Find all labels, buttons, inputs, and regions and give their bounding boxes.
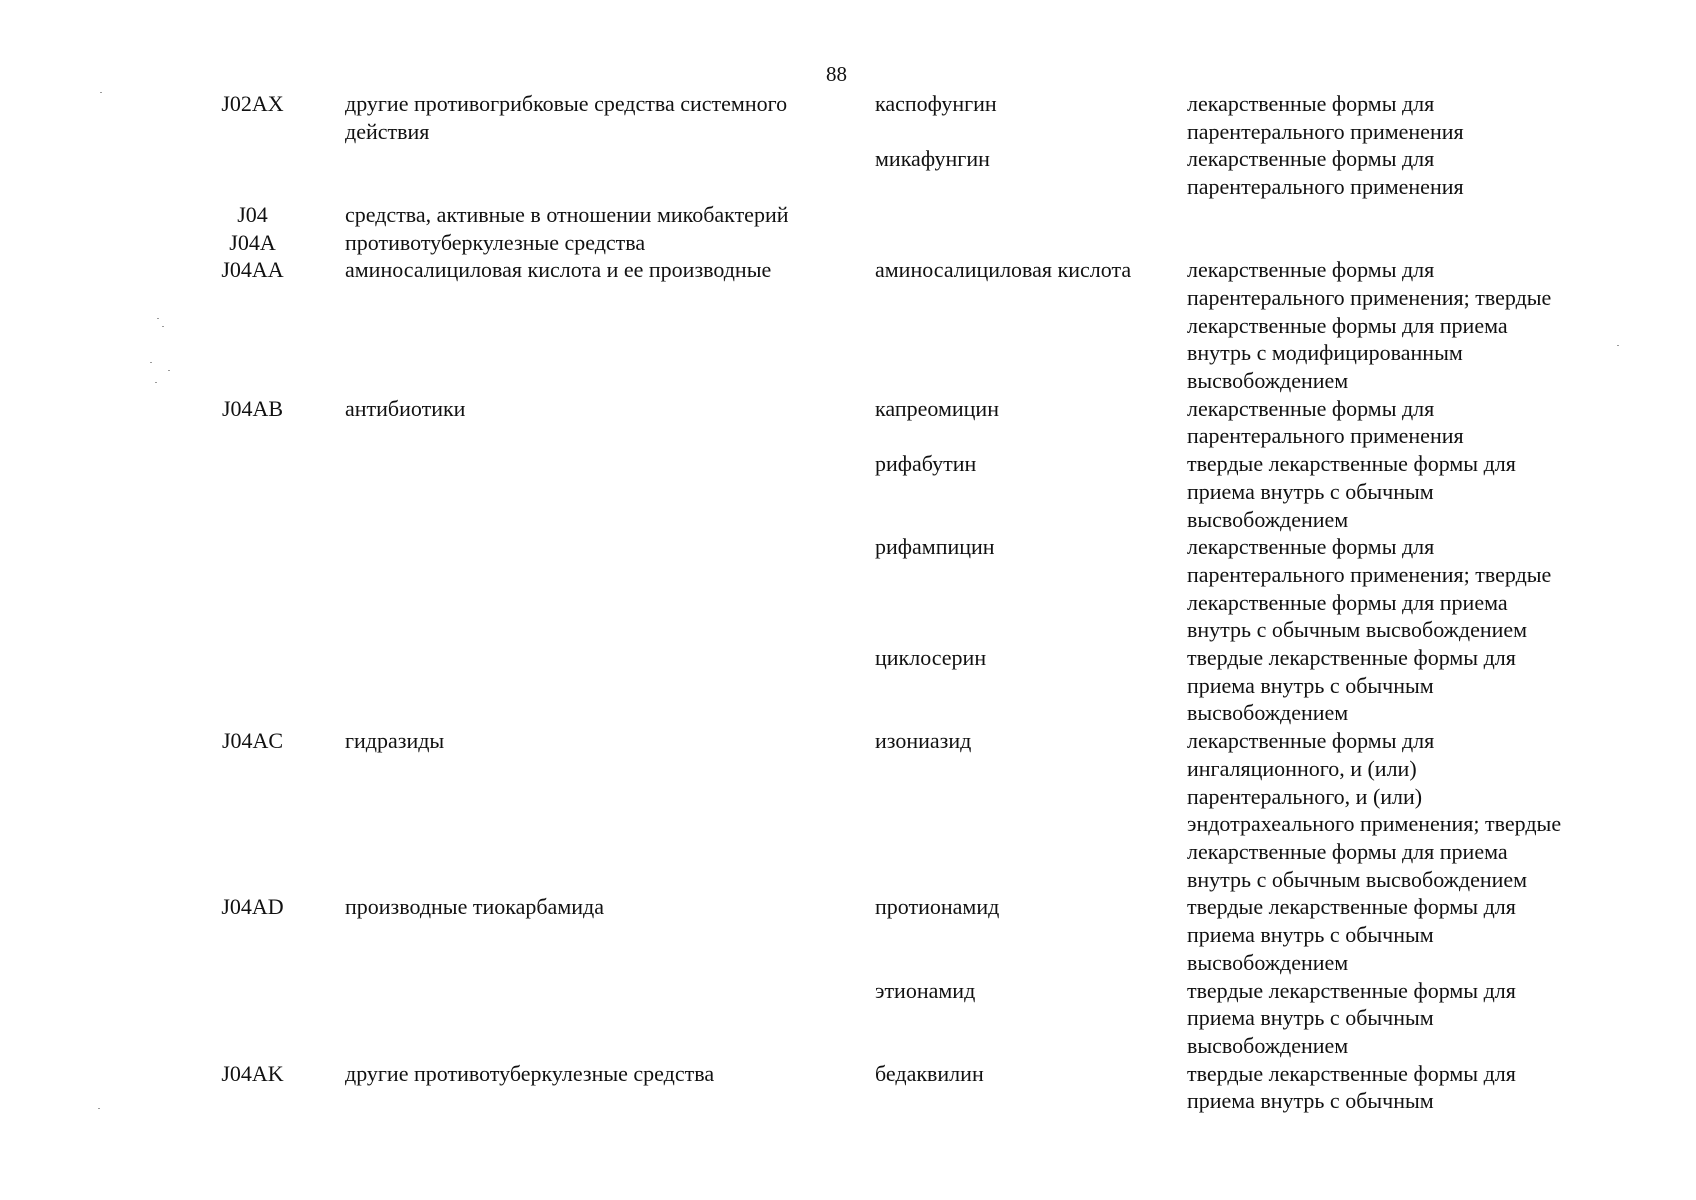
form-line: лекарственные формы для приема (1187, 312, 1508, 338)
drug-name: каспофунгин (875, 91, 997, 116)
scan-speck (1617, 345, 1619, 346)
form-line: парентерального применения (1187, 174, 1464, 200)
dosage-form (1187, 450, 1617, 533)
group-line: другие противогрибковые средства системного (345, 91, 788, 116)
atc-code: J04AC (221, 728, 284, 754)
pharmacological-group (345, 1060, 875, 1088)
dosage-form (1187, 90, 1617, 145)
scan-speck (155, 382, 157, 383)
table-row (0, 533, 1696, 644)
form-line: лекарственные формы для (1187, 534, 1435, 560)
form-line: высвобождением (1187, 506, 1349, 532)
form-line: твердые лекарственные формы для (1187, 977, 1516, 1003)
pharmacological-group (345, 90, 875, 145)
table-row (0, 644, 1696, 727)
form-line: приема внутрь с обычным (1187, 1088, 1434, 1114)
drug-name: изониазид (875, 728, 972, 754)
table-row (0, 450, 1696, 533)
form-line: лекарственные формы для приема (1187, 589, 1508, 615)
scan-speck (162, 326, 164, 327)
group-line: средства, активные в отношении микобактерий (345, 201, 789, 227)
form-line: парентерального применения (1187, 118, 1464, 144)
dosage-form (1187, 644, 1617, 727)
form-line: парентерального применения; твердые (1187, 561, 1552, 587)
drug-name: капреомицин (875, 395, 999, 421)
form-line: высвобождением (1187, 949, 1349, 975)
form-line: высвобождением (1187, 368, 1349, 394)
drug-name: рифампицин (875, 534, 995, 560)
form-line: приема внутрь с обычным (1187, 922, 1434, 948)
form-line: эндотрахеального применения; твердые (1187, 811, 1562, 837)
scan-speck (98, 1108, 100, 1109)
dosage-form (1187, 533, 1617, 644)
group-line: действия (345, 118, 430, 144)
form-line: парентерального, и (или) (1187, 783, 1423, 809)
atc-code: J04AB (221, 395, 284, 421)
table-row (0, 90, 1696, 145)
group-line: производные тиокарбамида (345, 894, 604, 920)
drug-name: бедаквилин (875, 1060, 984, 1086)
group-line: противотуберкулезные средства (345, 229, 646, 255)
form-line: высвобождением (1187, 1032, 1349, 1058)
atc-code: J04AD (221, 894, 284, 920)
atc-code: J04AK (221, 1060, 284, 1086)
dosage-form (1187, 1060, 1617, 1115)
scan-speck (100, 92, 102, 93)
scan-speck (150, 362, 152, 363)
form-line: внутрь с обычным высвобождением (1187, 617, 1528, 643)
form-line: приема внутрь с обычным (1187, 1005, 1434, 1031)
pharmacological-group (345, 201, 875, 229)
form-line: твердые лекарственные формы для (1187, 894, 1516, 920)
form-line: приема внутрь с обычным (1187, 478, 1434, 504)
form-line: внутрь с обычным высвобождением (1187, 866, 1528, 892)
drug-name: этионамид (875, 977, 976, 1003)
drug-name: рифабутин (875, 451, 977, 477)
table-row (0, 395, 1696, 450)
dosage-form (1187, 727, 1617, 893)
form-line: парентерального применения; твердые (1187, 284, 1552, 310)
pharmacological-group (345, 395, 875, 423)
atc-code: J02AX (221, 91, 284, 116)
atc-code: J04AA (221, 257, 284, 283)
dosage-form (1187, 893, 1617, 976)
form-line: ингаляционного, и (или) (1187, 755, 1417, 781)
page-number: 88 (826, 62, 847, 86)
table-row (0, 145, 1696, 200)
table-row (0, 893, 1696, 976)
pharmacological-group (345, 256, 875, 284)
dosage-form (1187, 145, 1617, 200)
form-line: лекарственные формы для (1187, 257, 1435, 283)
form-line: твердые лекарственные формы для (1187, 1060, 1516, 1086)
form-line: лекарственные формы для (1187, 728, 1435, 754)
form-line: приема внутрь с обычным (1187, 672, 1434, 698)
dosage-form (1187, 395, 1617, 450)
table-row (0, 201, 1696, 229)
group-line: другие противотуберкулезные средства (345, 1060, 715, 1086)
drug-name: аминосалициловая кислота (875, 257, 1132, 283)
drug-name: протионамид (875, 894, 1000, 920)
pharmacological-group (345, 893, 875, 921)
form-line: лекарственные формы для (1187, 91, 1435, 116)
table-row (0, 977, 1696, 1060)
group-line: аминосалициловая кислота и ее производные (345, 257, 772, 283)
form-line: лекарственные формы для (1187, 395, 1435, 421)
pharmacological-group (345, 727, 875, 755)
form-line: высвобождением (1187, 700, 1349, 726)
dosage-form (1187, 977, 1617, 1060)
drug-name: микафунгин (875, 146, 990, 172)
pharmacological-group (345, 229, 875, 257)
table-row (0, 727, 1696, 893)
form-line: твердые лекарственные формы для (1187, 645, 1516, 671)
group-line: антибиотики (345, 395, 466, 421)
form-line: внутрь с модифицированным (1187, 340, 1463, 366)
drug-name: циклосерин (875, 645, 987, 671)
scan-speck (157, 318, 159, 319)
form-line: лекарственные формы для приема (1187, 838, 1508, 864)
table-row (0, 1060, 1696, 1115)
table-row (0, 229, 1696, 257)
table-row (0, 256, 1696, 395)
form-line: парентерального применения (1187, 423, 1464, 449)
form-line: твердые лекарственные формы для (1187, 451, 1516, 477)
drug-list (0, 90, 1696, 1115)
form-line: лекарственные формы для (1187, 146, 1435, 172)
atc-code: J04 (237, 201, 268, 227)
dosage-form (1187, 256, 1617, 395)
group-line: гидразиды (345, 728, 445, 754)
scan-speck (168, 370, 170, 371)
atc-code: J04A (229, 229, 276, 255)
